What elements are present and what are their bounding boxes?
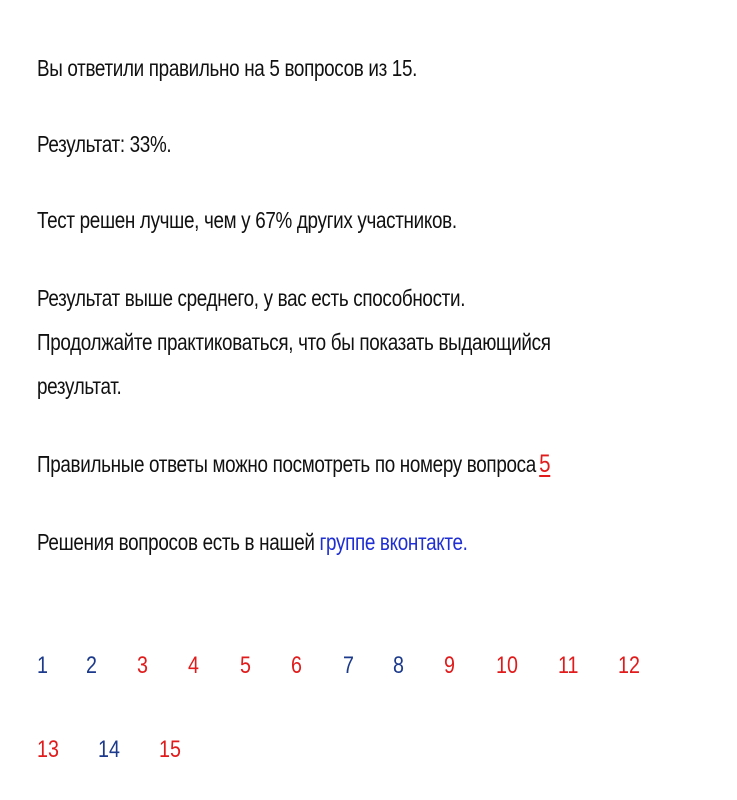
- question-numbers-row-2: [37, 730, 717, 770]
- question-link-8[interactable]: 8: [393, 652, 404, 679]
- question-link-15[interactable]: 15: [159, 736, 181, 763]
- question-link-9[interactable]: 9: [444, 652, 455, 679]
- answer-question-link[interactable]: 5: [539, 450, 551, 478]
- comparison-line: Тест решен лучше, чем у 67% других участников.: [37, 207, 457, 233]
- question-link-6[interactable]: 6: [291, 652, 302, 679]
- percentage-line: Результат: 33%.: [37, 131, 172, 157]
- question-link-14[interactable]: 14: [98, 736, 120, 763]
- question-link-12[interactable]: 12: [618, 652, 640, 679]
- question-link-7[interactable]: 7: [343, 652, 354, 679]
- question-link-11[interactable]: 11: [558, 652, 579, 679]
- question-numbers-row-1: [37, 646, 717, 686]
- question-link-3[interactable]: 3: [137, 652, 148, 679]
- vk-group-link[interactable]: группе вконтакте.: [319, 529, 468, 555]
- feedback-line-2: Продолжайте практиковаться, что бы показать выдающийся: [37, 329, 551, 355]
- question-link-10[interactable]: 10: [496, 652, 518, 679]
- feedback-line-3: результат.: [37, 373, 122, 399]
- solutions-text: Решения вопросов есть в нашей: [37, 529, 315, 555]
- solutions-line: [37, 522, 468, 562]
- answers-text: Правильные ответы можно посмотреть по номеру вопроса: [37, 451, 536, 477]
- question-link-13[interactable]: 13: [37, 736, 59, 763]
- score-line: Вы ответили правильно на 5 вопросов из 15.: [37, 55, 418, 81]
- question-link-1[interactable]: 1: [37, 652, 48, 679]
- question-link-5[interactable]: 5: [240, 652, 251, 679]
- feedback-line-1: Результат выше среднего, у вас есть способности.: [37, 285, 466, 311]
- answers-line: [37, 444, 550, 484]
- question-link-2[interactable]: 2: [86, 652, 97, 679]
- question-link-4[interactable]: 4: [188, 652, 199, 679]
